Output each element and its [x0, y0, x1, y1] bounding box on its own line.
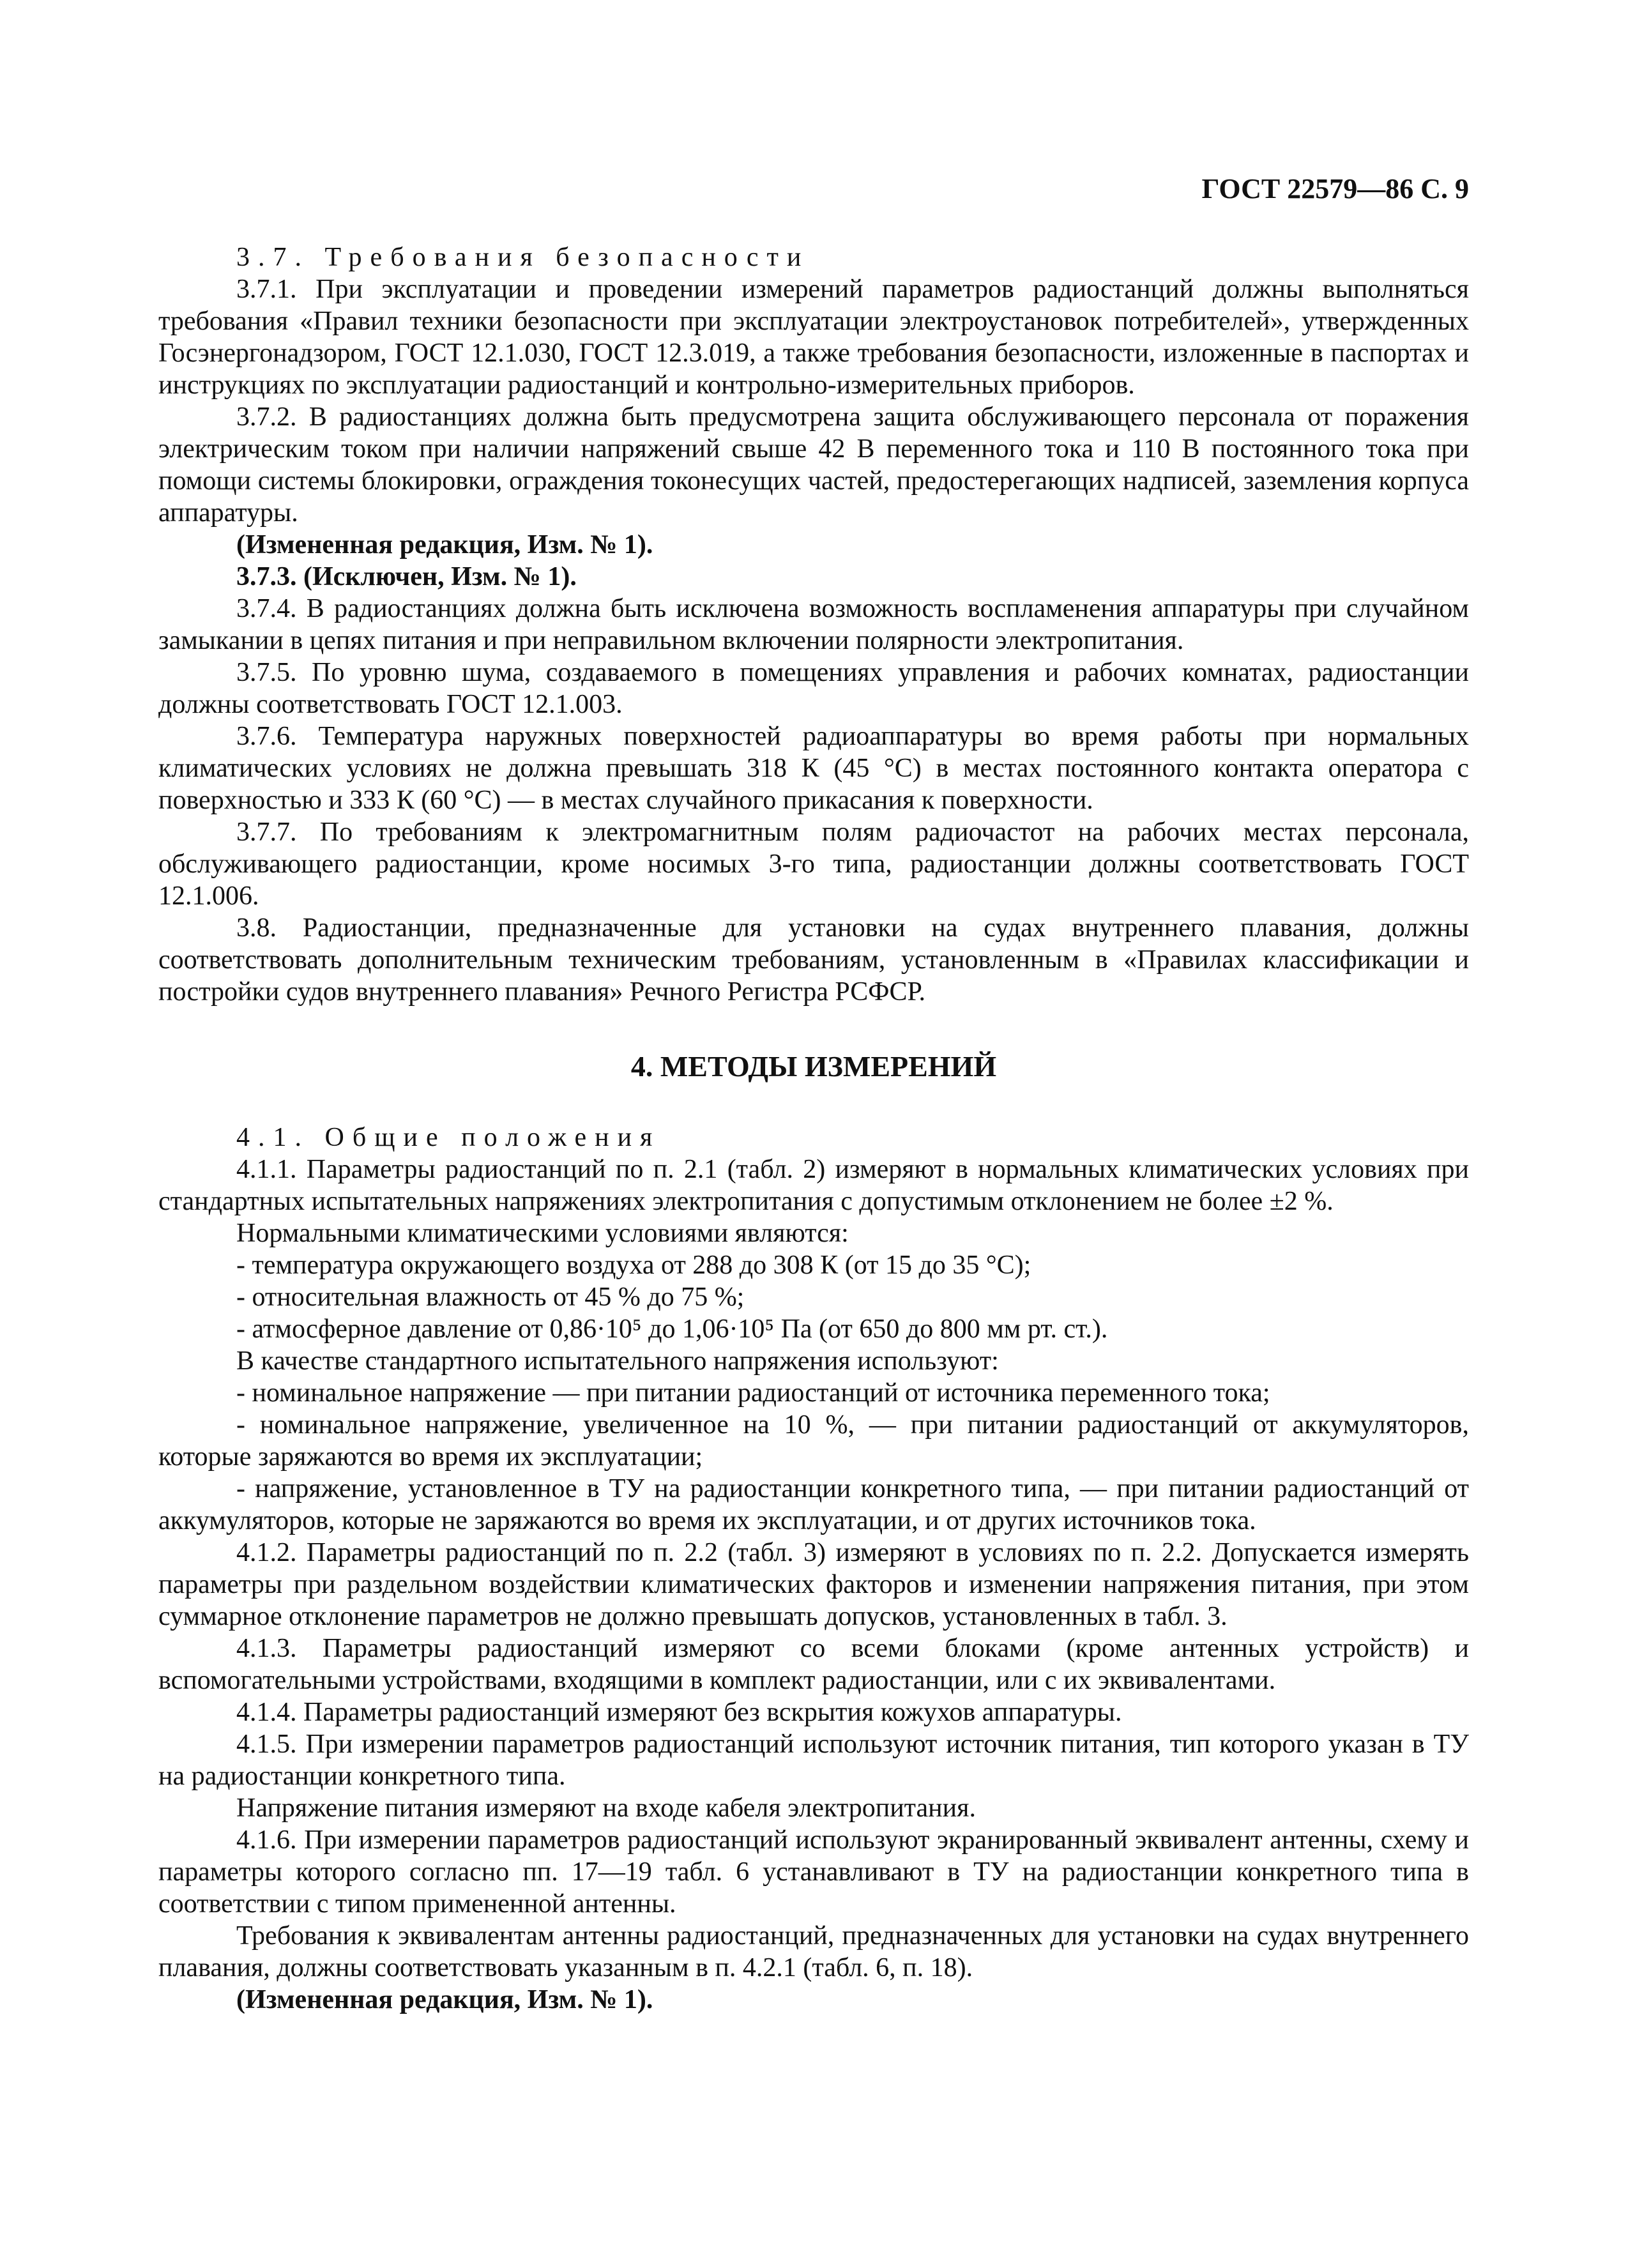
- paragraph-3-7-3: 3.7.3. (Исключен, Изм. № 1).: [236, 562, 577, 591]
- normal-condition-item: - относительная влажность от 45 % до 75 %;: [236, 1282, 745, 1312]
- paragraph-4-1-5-supply: Напряжение питания измеряют на входе кабеля электропитания.: [236, 1793, 976, 1823]
- standard-voltage-item: - напряжение, установленное в ТУ на радиостанции конкретного типа, — при питании радиостанций от аккумуляторов, которые не заряжаются во время их эксплуатации, и от других источников тока.: [158, 1474, 1469, 1535]
- paragraph-4-1-1: 4.1.1. Параметры радиостанций по п. 2.1 (табл. 2) измеряют в нормальных климатических условиях при стандартных испытательных напряжениях электропитания с допустимым отклонением не более ±2 %.: [158, 1155, 1469, 1216]
- subsection-title-4-1: 4.1. Общие положения: [236, 1123, 661, 1152]
- page-header: ГОСТ 22579—86 С. 9: [1201, 173, 1469, 204]
- normal-condition-item: - атмосферное давление от 0,86·10⁵ до 1,06·10⁵ Па (от 650 до 800 мм рт. ст.).: [236, 1314, 1108, 1344]
- document-body: [158, 241, 1469, 2016]
- subsection-title-3-7: 3.7. Требования безопасности: [236, 243, 810, 272]
- paragraph-4-1-4: 4.1.4. Параметры радиостанций измеряют без вскрытия кожухов аппаратуры.: [236, 1698, 1122, 1727]
- standard-voltage-item: - номинальное напряжение — при питании радиостанций от источника переменного тока;: [236, 1378, 1270, 1408]
- standard-voltage-item: - номинальное напряжение, увеличенное на 10 %, — при питании радиостанций от аккумуляторов, которые заряжаются во время их эксплуатации;: [158, 1410, 1469, 1472]
- paragraph-4-1-6-requirements: Требования к эквивалентам антенны радиостанций, предназначенных для установки на судах внутреннего плавания, должны соответствовать указанным в п. 4.2.1 (табл. 6, п. 18).: [158, 1921, 1469, 1983]
- paragraph-3-8: 3.8. Радиостанции, предназначенные для установки на судах внутреннего плавания, должны соответствовать дополнительным техническим требованиям, установленным в «Правилах классификации и постройки судов внутреннего плавания» Речного Регистра РСФСР.: [158, 913, 1469, 1007]
- paragraph-4-1-3: 4.1.3. Параметры радиостанций измеряют со всеми блоками (кроме антенных устройств) и вспомогательными устройствами, входящими в комплект радиостанции, или с их эквивалентами.: [158, 1634, 1469, 1695]
- paragraph-3-7-5: 3.7.5. По уровню шума, создаваемого в помещениях управления и рабочих комнатах, радиостанции должны соответствовать ГОСТ 12.1.003.: [158, 658, 1469, 719]
- paragraph-4-1-6: 4.1.6. При измерении параметров радиостанций используют экранированный эквивалент антенны, схему и параметры которого согласно пп. 17—19 табл. 6 устанавливают в ТУ на радиостанции конкретного типа в соответствии с типом примененной антенны.: [158, 1825, 1469, 1919]
- paragraph-3-7-6: 3.7.6. Температура наружных поверхностей радиоаппаратуры во время работы при нормальных климатических условиях не должна превышать 318 К (45 °С) в местах постоянного контакта оператора с поверхностью и 333 К (60 °С) — в местах случайного прикасания к поверхности.: [158, 722, 1469, 815]
- amendment-note: (Измененная редакция, Изм. № 1).: [236, 530, 653, 559]
- paragraph-3-7-2: 3.7.2. В радиостанциях должна быть предусмотрена защита обслуживающего персонала от поражения электрическим током при наличии напряжений свыше 42 В переменного тока и 110 В постоянного тока при помощи системы блокировки, ограждения токонесущих частей, предостерегающих надписей, заземления корпуса аппаратуры.: [158, 402, 1469, 528]
- amendment-note: (Измененная редакция, Изм. № 1).: [236, 1985, 653, 2014]
- normal-conditions-intro: Нормальными климатическими условиями являются:: [236, 1219, 849, 1248]
- paragraph-4-1-2: 4.1.2. Параметры радиостанций по п. 2.2 (табл. 3) измеряют в условиях по п. 2.2. Допускается измерять параметры при раздельном воздействии климатических факторов и изменении напряжения питания, при этом суммарное отклонение параметров не должно превышать допусков, установленных в табл. 3.: [158, 1538, 1469, 1631]
- paragraph-3-7-1: 3.7.1. При эксплуатации и проведении измерений параметров радиостанций должны выполняться требования «Правил техники безопасности при эксплуатации электроустановок потребителей», утвержденных Госэнергонадзором, ГОСТ 12.1.030, ГОСТ 12.3.019, а также требования безопасности, изложенные в паспортах и инструкциях по эксплуатации радиостанций и контрольно-измерительных приборов.: [158, 275, 1469, 400]
- paragraph-4-1-5: 4.1.5. При измерении параметров радиостанций используют источник питания, тип которого указан в ТУ на радиостанции конкретного типа.: [158, 1730, 1469, 1791]
- standard-voltage-intro: В качестве стандартного испытательного напряжения используют:: [236, 1346, 999, 1376]
- normal-condition-item: - температура окружающего воздуха от 288 до 308 К (от 15 до 35 °С);: [236, 1251, 1031, 1280]
- paragraph-3-7-7: 3.7.7. По требованиям к электромагнитным полям радиочастот на рабочих местах персонала, обслуживающего радиостанции, кроме носимых 3-го типа, радиостанции должны соответствовать ГОСТ 12.1.006.: [158, 818, 1469, 911]
- paragraph-3-7-4: 3.7.4. В радиостанциях должна быть исключена возможность воспламенения аппаратуры при случайном замыкании в цепях питания и при неправильном включении полярности электропитания.: [158, 594, 1469, 655]
- section-title-4: 4. МЕТОДЫ ИЗМЕРЕНИЙ: [630, 1050, 997, 1083]
